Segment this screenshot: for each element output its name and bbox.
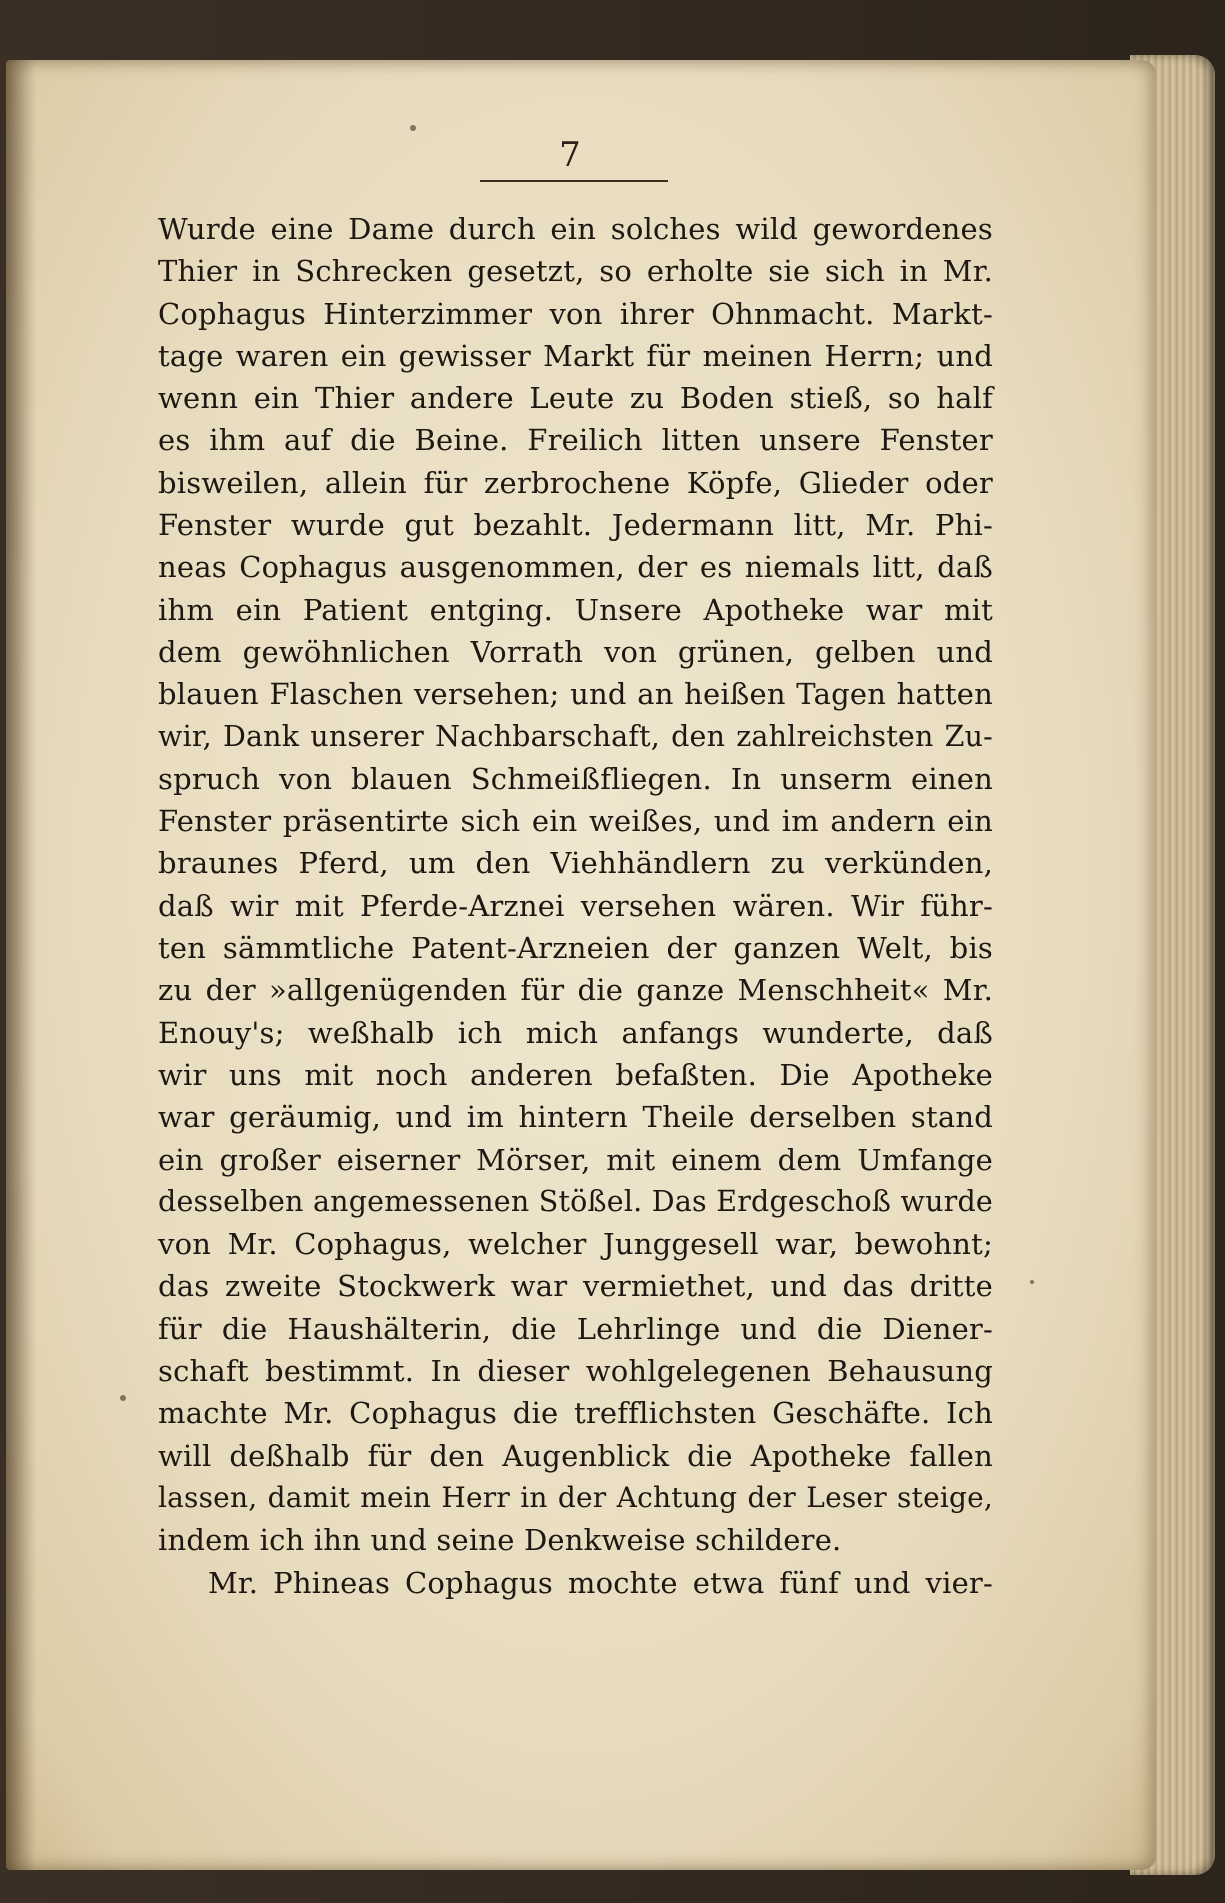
paper-speck xyxy=(1030,1280,1034,1284)
header-rule xyxy=(480,180,668,182)
text-line: für die Haushälterin, die Lehrlinge und die Diener- xyxy=(158,1311,993,1346)
text-line: Cophagus Hinterzimmer von ihrer Ohnmacht. Markt- xyxy=(158,296,993,331)
text-line: das zweite Stockwerk war vermiethet, und das dritte xyxy=(158,1269,993,1304)
text-line: wir uns mit noch anderen befaßten. Die Apotheke xyxy=(158,1057,993,1092)
text-line: Enouy's; weßhalb ich mich anfangs wunderte, daß xyxy=(158,1015,993,1050)
text-line: wenn ein Thier andere Leute zu Boden stieß, so half xyxy=(158,381,993,416)
text-line: desselben angemessenen Stößel. Das Erdgeschoß wurde xyxy=(158,1184,993,1218)
text-line-paragraph-end: indem ich ihn und seine Denkweise schildere. xyxy=(158,1523,842,1558)
text-line: schaft bestimmt. In dieser wohlgelegenen Behausung xyxy=(158,1354,993,1389)
text-line: blauen Flaschen versehen; und an heißen Tagen hatten xyxy=(158,677,993,712)
text-line: Wurde eine Dame durch ein solches wild gewordenes xyxy=(158,212,993,246)
text-line: will deßhalb für den Augenblick die Apotheke fallen xyxy=(158,1438,993,1473)
text-line: zu der »allgenügenden für die ganze Menschheit« Mr. xyxy=(158,973,993,1008)
text-line: war geräumig, und im hintern Theile derselben stand xyxy=(158,1100,993,1135)
text-line: daß wir mit Pferde-Arznei versehen wären. Wir führ- xyxy=(158,888,993,923)
text-line: dem gewöhnlichen Vorrath von grünen, gelben und xyxy=(158,634,993,669)
body-text xyxy=(158,208,993,1604)
text-line: von Mr. Cophagus, welcher Junggesell war, bewohnt; xyxy=(158,1227,993,1262)
paper-speck xyxy=(120,1395,126,1401)
text-line: lassen, damit mein Herr in der Achtung der Leser steige, xyxy=(158,1480,993,1514)
text-line: wir, Dank unserer Nachbarschaft, den zahlreichsten Zu- xyxy=(158,719,993,753)
text-line: Thier in Schrecken gesetzt, so erholte sie sich in Mr. xyxy=(158,254,993,289)
paper-speck xyxy=(410,125,416,131)
text-line: neas Cophagus ausgenommen, der es niemals litt, daß xyxy=(158,550,993,585)
text-line: Fenster wurde gut bezahlt. Jedermann litt, Mr. Phi- xyxy=(158,508,993,543)
text-line: ein großer eiserner Mörser, mit einem dem Umfange xyxy=(158,1142,993,1177)
text-line: tage waren ein gewisser Markt für meinen Herrn; und xyxy=(158,338,993,373)
text-line: spruch von blauen Schmeißfliegen. In unserm einen xyxy=(158,761,993,796)
text-line: ihm ein Patient entging. Unsere Apotheke war mit xyxy=(158,592,993,627)
text-line: bisweilen, allein für zerbrochene Köpfe, Glieder oder xyxy=(158,465,993,500)
spine-shadow xyxy=(6,60,36,1870)
page-number: 7 xyxy=(559,135,581,175)
text-line-paragraph-start: Mr. Phineas Cophagus mochte etwa fünf und vier- xyxy=(208,1565,993,1600)
text-line: ten sämmtliche Patent-Arzneien der ganzen Welt, bis xyxy=(158,931,993,966)
text-line: es ihm auf die Beine. Freilich litten unsere Fenster xyxy=(158,423,993,458)
text-line: machte Mr. Cophagus die trefflichsten Geschäfte. Ich xyxy=(158,1396,993,1431)
text-line: Fenster präsentirte sich ein weißes, und im andern ein xyxy=(158,804,993,839)
text-line: braunes Pferd, um den Viehhändlern zu verkünden, xyxy=(158,846,993,881)
